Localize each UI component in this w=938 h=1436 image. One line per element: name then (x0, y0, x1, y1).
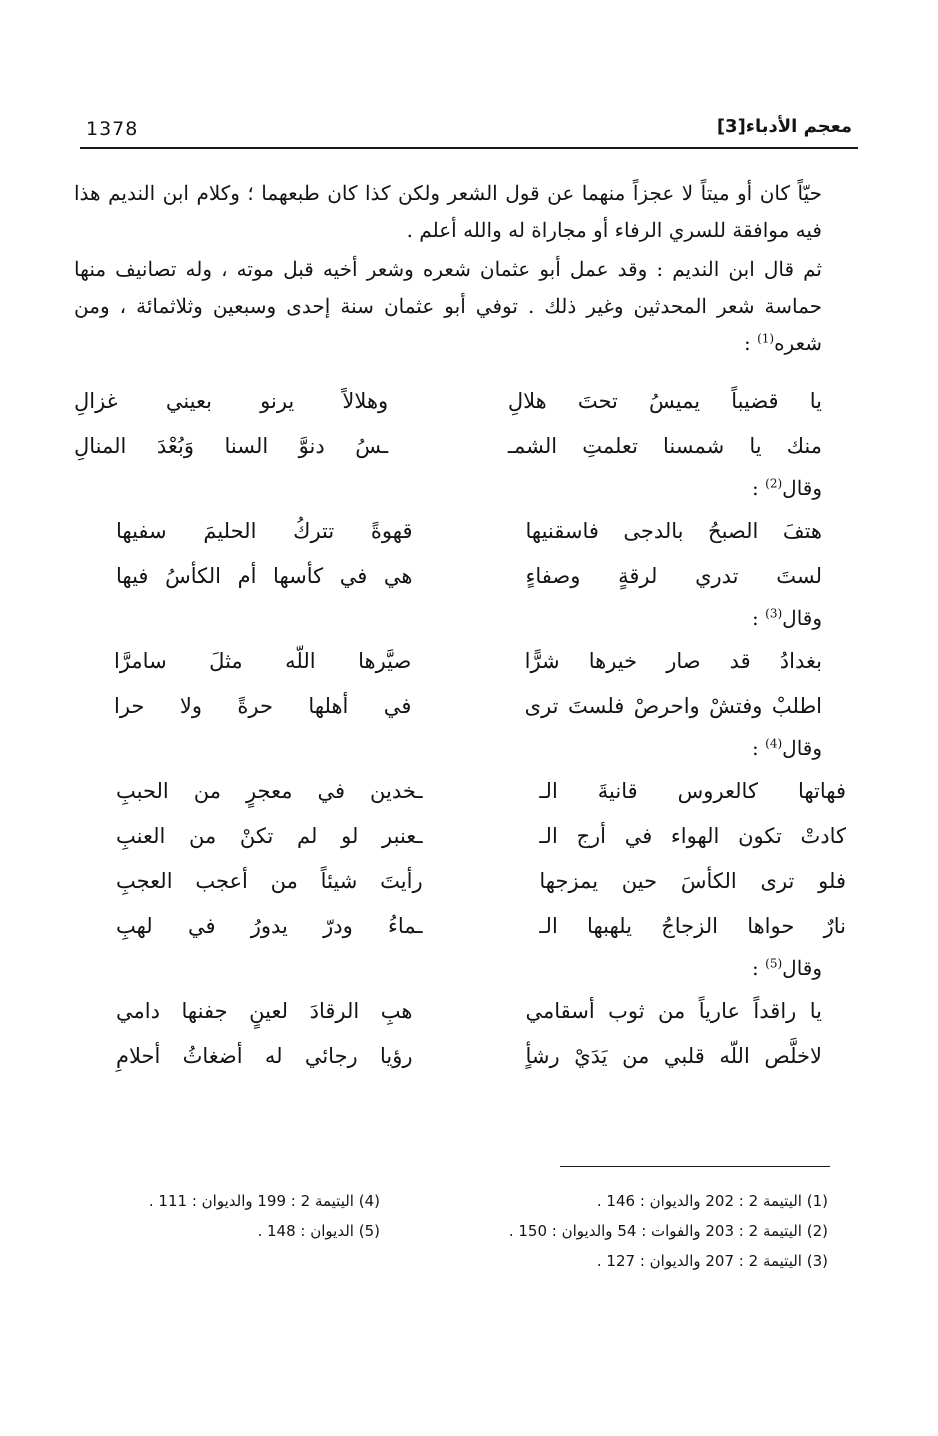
footnote-4: (4) اليتيمة 2 : 199 والديوان : 111 . (148, 1192, 380, 1210)
header-rule (80, 147, 858, 149)
verse-second-hemistich: هي في كأسها أم الكأسُ فيها (116, 564, 413, 588)
verse-second-hemistich: قهوةً تتركُ الحليمَ سفيها (116, 519, 413, 543)
footnote-ref-5: (5) (765, 956, 783, 971)
verse-second-hemistich: رأيتَ شيئاً من أعجب العجبِ (116, 869, 423, 893)
verse-line (116, 814, 846, 859)
verse-second-hemistich: صيَّرها اللّه مثلَ سامرَّا (114, 649, 412, 673)
page-number: 1378 (86, 118, 139, 140)
footnote-3: (3) اليتيمة 2 : 207 والديوان : 127 . (596, 1252, 828, 1270)
book-title: معجم الأدباء[3] (716, 116, 852, 137)
footnotes-right-column (438, 1186, 828, 1276)
verse-line (116, 859, 846, 904)
verse-first-hemistich: منك يا شمسنا تعلمتِ الشمـ (507, 434, 822, 458)
footnote-separator (560, 1166, 830, 1167)
verse-second-hemistich: ـسُ دنوَّ السنا وَبُعْدَ المنالِ (74, 434, 389, 458)
paragraph-2 (74, 251, 822, 362)
verse-line (74, 379, 822, 424)
qal-heading-5: وقال$^{(5)}$ : (752, 956, 822, 980)
verse-second-hemistich: رؤيا رجائي له أضغاثُ أحلامِ (116, 1044, 413, 1068)
footnote-5: (5) الديوان : 148 . (257, 1222, 380, 1240)
verse-first-hemistich: فلو ترى الكأسَ حين يمزجها (539, 869, 846, 893)
footnote-ref-3: (3) (765, 606, 783, 621)
poem-2 (74, 509, 822, 599)
page-body (74, 175, 846, 1079)
poem-3 (74, 639, 822, 729)
verse-line (116, 1034, 822, 1079)
poem-1 (74, 379, 822, 469)
qal-heading-4: وقال$^{(4)}$ : (752, 736, 822, 760)
verse-first-hemistich: لاخلَّص اللّه قلبي من يَدَيْ رشأٍ (525, 1044, 822, 1068)
footnote-ref-4: (4) (765, 736, 783, 751)
verse-line (116, 509, 822, 554)
verse-first-hemistich: نارٌ حواها الزجاجُ يلهبها الـ (539, 914, 846, 938)
verse-line (114, 684, 822, 729)
verse-first-hemistich: فهاتها كالعروس قانيةَ الـ (539, 779, 846, 803)
verse-line (116, 989, 822, 1034)
verse-first-hemistich: اطلبْ وفتشْ واحرصْ فلستَ ترى (524, 694, 822, 718)
verse-first-hemistich: يا راقداً عارياً من ثوب أسقامي (525, 999, 822, 1023)
verse-second-hemistich: وهلالاً يرنو بعيني غزالِ (74, 389, 389, 413)
qal-heading-2: وقال$^{(2)}$ : (752, 476, 822, 500)
verse-second-hemistich: في أهلها حرةً ولا حرا (114, 694, 412, 718)
paragraph-2-text: ثم قال ابن النديم : وقد عمل أبو عثمان شعره وشعر أخيه قبل موته ، وله تصانيف منها حماسة شعر المحدثين وغير ذلك . توفي أبو عثمان سنة إحدى وسبعين وثلاثمائة ، ومن شعره (74, 257, 822, 355)
paragraph-2-end: : (743, 331, 758, 355)
verse-line (116, 554, 822, 599)
verse-line (116, 769, 846, 814)
footnotes-left-column (80, 1186, 380, 1246)
verse-line (116, 904, 846, 949)
poem-5 (74, 989, 822, 1079)
verse-second-hemistich: ـماءُ ودرّ يدورُ في لهبِ (116, 914, 423, 938)
verse-second-hemistich: هبِ الرقادَ لعينٍ جفنها دامي (116, 999, 413, 1023)
verse-line (74, 424, 822, 469)
verse-first-hemistich: لستَ تدري لرقةٍ وصفاءٍ (525, 564, 822, 588)
verse-first-hemistich: بغدادُ قد صار خيرها شرًّا (524, 649, 822, 673)
footnote-2: (2) اليتيمة 2 : 203 والفوات : 54 والديوان : 150 . (508, 1222, 828, 1240)
footnote-ref-2: (2) (765, 476, 783, 491)
verse-second-hemistich: ـخدين في معجرٍ من الحببِ (116, 779, 423, 803)
verse-first-hemistich: هتفَ الصبحُ بالدجى فاسقنيها (525, 519, 822, 543)
verse-line (114, 639, 822, 684)
footnote-1: (1) اليتيمة 2 : 202 والديوان : 146 . (596, 1192, 828, 1210)
paragraph-1: حيّاً كان أو ميتاً لا عجزاً منهما عن قول الشعر ولكن كذا كان طبعهما ؛ وكلام ابن النديم هذا فيه موافقة للسري الرفاء أو مجاراة له والله أعلم . (74, 181, 822, 242)
footnote-ref-1: (1) (757, 331, 775, 346)
verse-first-hemistich: يا قضيباً يميسُ تحتَ هلالِ (507, 389, 822, 413)
verse-second-hemistich: ـعنبر لو لم تكنْ من العنبِ (116, 824, 423, 848)
poem-4 (74, 769, 846, 949)
verse-first-hemistich: كادتْ تكون الهواء في أرج الـ (539, 824, 846, 848)
qal-heading-3: وقال$^{(3)}$ : (752, 606, 822, 630)
